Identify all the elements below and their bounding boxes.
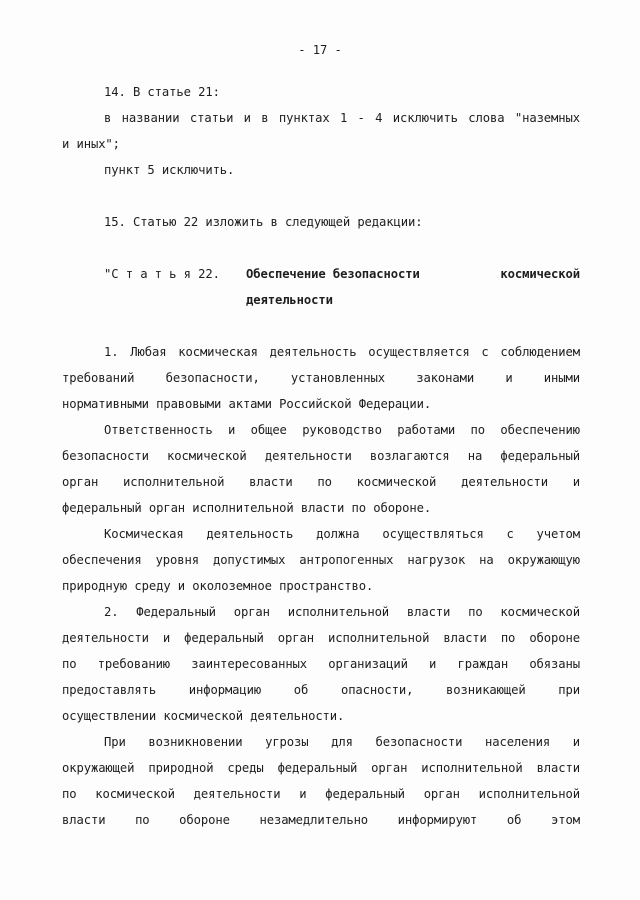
p2-line1: Ответственность и общее руководство работами по обеспечению	[104, 423, 580, 437]
item14-heading: 14. В статье 21:	[104, 85, 220, 99]
p5-line3: по космической деятельности и федеральный орган исполнительной	[62, 787, 580, 801]
p5-line4: власти по обороне незамедлительно информируют об этом	[62, 813, 580, 827]
item14-line3: пункт 5 исключить.	[104, 163, 235, 177]
p1-line1: 1. Любая космическая деятельность осуществляется с соблюдением	[104, 345, 580, 359]
article-title-line2: деятельности	[246, 293, 333, 307]
p3-line2: обеспечения уровня допустимых антропогенных нагрузок на окружающую	[62, 553, 580, 567]
item14-line1: в названии статьи и в пунктах 1 - 4 исключить слова "наземных	[104, 111, 580, 125]
p2-line3: орган исполнительной власти по космической деятельности и	[62, 475, 580, 489]
p5-line2: окружающей природной среды федеральный орган исполнительной власти	[62, 761, 580, 775]
p5-line1: При возникновении угрозы для безопасности населения и	[104, 735, 580, 749]
p4-line5: осуществлении космической деятельности.	[62, 709, 345, 723]
p4-line4: предоставлять информацию об опасности, возникающей при	[62, 683, 580, 697]
p4-line1: 2. Федеральный орган исполнительной власти по космической	[104, 605, 580, 619]
article-title-part1: Обеспечение безопасности	[246, 267, 420, 281]
p1-line2: требований безопасности, установленных законами и иными	[62, 371, 580, 385]
page-number: - 17 -	[298, 43, 342, 57]
p3-line3: природную среду и околоземное пространство.	[62, 579, 374, 593]
p1-line3: нормативными правовыми актами Российской Федерации.	[62, 397, 432, 411]
p4-line2: деятельности и федеральный орган исполнительной власти по обороне	[62, 631, 580, 645]
p4-line3: по требованию заинтересованных организаций и граждан обязаны	[62, 657, 580, 671]
item15-heading: 15. Статью 22 изложить в следующей редакции:	[104, 215, 423, 229]
item14-line2: и иных";	[62, 137, 120, 151]
p2-line4: федеральный орган исполнительной власти по обороне.	[62, 501, 432, 515]
article-label: "С т а т ь я 22.	[104, 267, 220, 281]
p2-line2: безопасности космической деятельности возлагаются на федеральный	[62, 449, 580, 463]
p3-line1: Космическая деятельность должна осуществляться с учетом	[104, 527, 580, 541]
article-title-part2: космической	[500, 267, 580, 281]
